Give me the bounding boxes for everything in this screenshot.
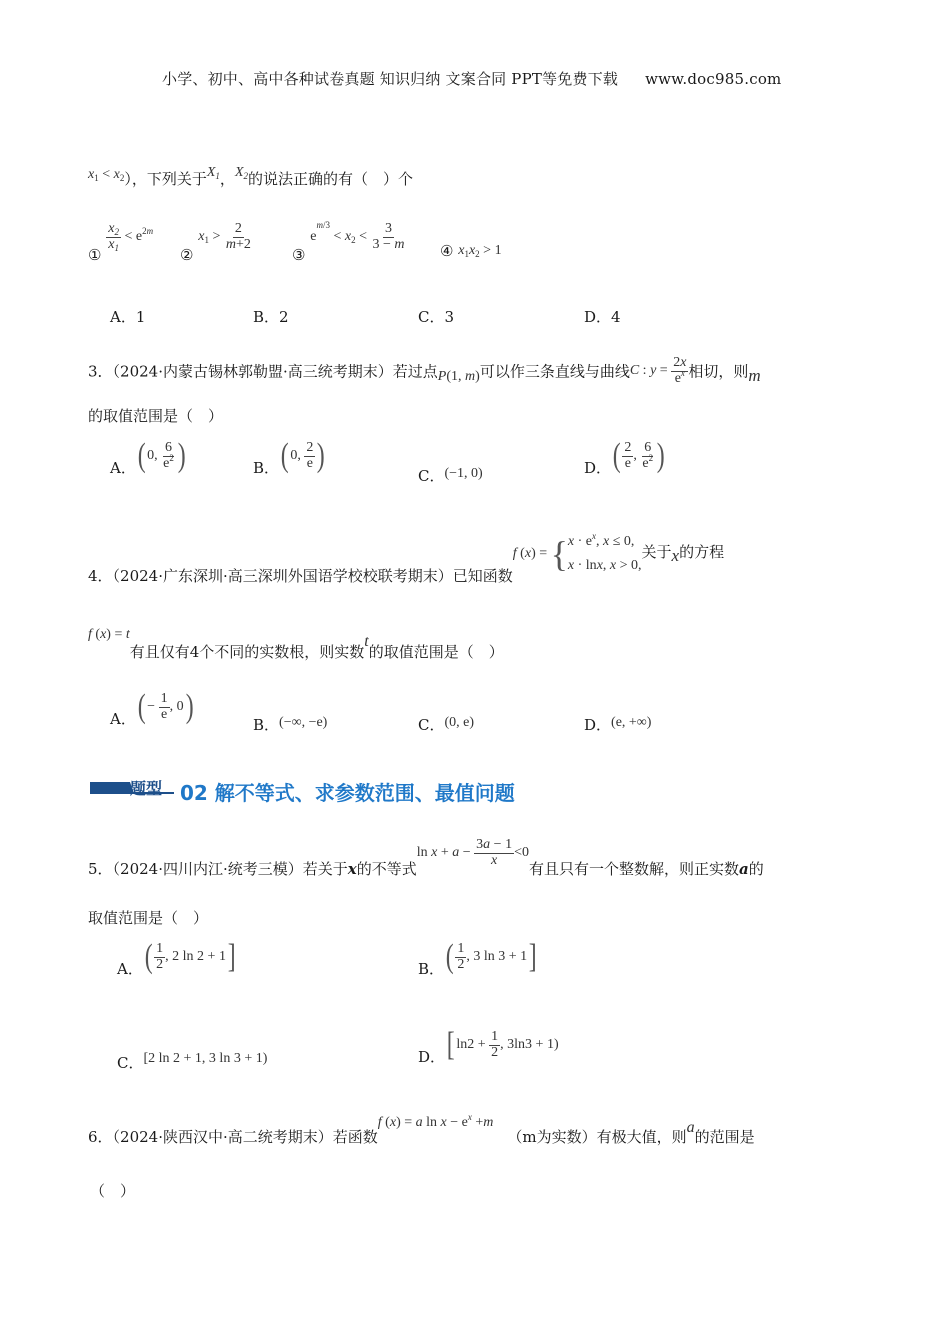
q6-stem: 6．（2024·陕西汉中·高二统考期末）若函数f (x) = a $\ln x - e^x +m(m$为实数）有极大值，则a的范围是 — [88, 1112, 755, 1146]
formula-x2: $X_2$ — [234, 165, 248, 181]
q5-stem: 5．（2024·四川内江·统考三模）若关于x的不等式ln x + a − $\frac{3a - 1}{x}$ <0有且只有一个整数解，则正实数a的 — [88, 837, 764, 879]
formula-a: a — [686, 1119, 695, 1136]
q2-item-3: ③ $e^{m/3} < x_2$ < $\frac{3}{3 - m}$ — [292, 220, 405, 265]
section-badge: 题型 — [130, 779, 163, 798]
q5-option-c[interactable]: C．[2 ln 2 + 1, 3 ln 3 + 1) — [117, 1051, 268, 1072]
formula-q3a: ( 0, $\frac{6}{e^2}$ ) — [137, 437, 186, 474]
q3-option-a[interactable]: A．( 0, $\frac{6}{e^2}$ ) — [110, 437, 186, 478]
formula-item2: $x_1$ > $\frac{2}{m+2}$ — [198, 221, 251, 252]
formula-q5d: [ ln2 + $\frac{1}{2}$ , 3ln3 + 1) — [446, 1026, 559, 1063]
header-text: 小学、初中、高中各种试卷真题 知识归纳 文案合同 PPT等免费下载 — [162, 70, 619, 88]
formula-q5c: [2 ln 2 + 1, 3 ln 3 + 1) — [143, 1051, 268, 1066]
formula-q5-inequality: ln x + a − $\frac{3a - 1}{x}$ <0 — [416, 837, 529, 868]
q2-item-4: ④ $x_1x_2 > 1$ — [440, 242, 502, 260]
q3-stem-2: 的取值范围是（ ） — [88, 407, 224, 425]
q4-option-b[interactable]: B．(−∞, −e) — [253, 715, 328, 734]
q3-stem: 3．（2024·内蒙古锡林郭勒盟·高三统考期末）若过点P(1, m)可以作三条直线与曲线C : y = $\frac{2x}{e^x}$ 相切，则m — [88, 355, 761, 386]
q3-option-b[interactable]: B．( 0, $\frac{2}{e}$ ) — [253, 437, 325, 478]
section-title: 02 解不等式、求参数范围、最值问题 — [180, 781, 515, 805]
header-url: www.doc985.com — [645, 70, 782, 88]
q4-stem: 4．（2024·广东深圳·高三深圳外国语学校校联考期末）已知函数 f ( x ) = { $x \cdot e^x$, x ≤ 0, x · lnx, x > 0, 关于x的方程 — [88, 531, 725, 585]
formula-x1-lt-x2: $x_1 < x_2$ — [88, 167, 125, 183]
formula-q3c: (−1, 0) — [444, 466, 483, 481]
formula-q5b: ( $\frac{1}{2}$ , 3 ln 3 + 1] — [445, 938, 537, 975]
q4-option-c[interactable]: C．(0, e) — [418, 715, 475, 734]
formula-q3d: ( $\frac{2}{e}$ , $\frac{6}{e^2}$ ) — [612, 437, 665, 474]
formula-t: t — [364, 633, 369, 650]
formula-item1: $\frac{x_2}{x_1}$ < $e^{2m}$ — [108, 221, 154, 253]
formula-fx-eq-t: f (x) = t — [88, 627, 130, 642]
q2-option-b[interactable]: B．2 — [253, 308, 289, 326]
q3-option-c[interactable]: C．(−1, 0) — [418, 466, 483, 485]
q2-stem: $x_1 < x_2$），下列关于$X_1$，$X_2$的说法正确的有（ ）个 — [88, 165, 414, 188]
q2-option-d[interactable]: D．4 — [584, 308, 621, 326]
q2-item-2: ② $x_1$ > $\frac{2}{m+2}$ — [180, 221, 251, 265]
formula-item4: $x_1x_2 > 1$ — [458, 243, 502, 259]
formula-piecewise-f: f ( x ) = { $x \cdot e^x$, x ≤ 0, x · lnx, x > 0, — [512, 531, 642, 574]
q6-stem-2: （ ） — [90, 1182, 136, 1200]
formula-q4b: (−∞, −e) — [279, 715, 328, 730]
q5-x: x — [347, 860, 357, 879]
formula-q6-fx: f (x) = a $\ln x - e^x +m$ — [377, 1112, 494, 1130]
formula-item3: $e^{m/3} < x_2$ < $\frac{3}{3 - m}$ — [310, 220, 405, 252]
formula-q4c: (0, e) — [444, 715, 475, 730]
q2-item-1: ① $\frac{x_2}{x_1}$ < $e^{2m}$ — [88, 221, 154, 265]
q5-option-d[interactable]: D．[ ln2 + $\frac{1}{2}$ , 3ln3 + 1) — [418, 1026, 559, 1067]
q4-option-d[interactable]: D．(e, +∞) — [584, 715, 652, 734]
q3-option-d[interactable]: D．( $\frac{2}{e}$ , $\frac{6}{e^2}$ ) — [584, 437, 665, 478]
q5-option-b[interactable]: B．( $\frac{1}{2}$ , 3 ln 3 + 1] — [418, 938, 537, 979]
q4-option-a[interactable]: A．( − $\frac{1}{e}$ , 0) — [110, 688, 194, 729]
formula-q3b: ( 0, $\frac{2}{e}$ ) — [280, 437, 325, 474]
q5-stem-2: 取值范围是（ ） — [88, 909, 209, 927]
q2-option-c[interactable]: C．3 — [418, 308, 455, 326]
q4-stem-2: f (x) = t有且仅有4个不同的实数根，则实数t的取值范围是（ ） — [88, 627, 504, 661]
formula-x1: $X_1$ — [206, 165, 220, 181]
formula-point-p: P(1, m) — [437, 369, 480, 385]
q5-a: a — [739, 860, 749, 879]
formula-q5a: ( $\frac{1}{2}$ , 2 ln 2 + 1] — [144, 938, 236, 975]
formula-q4a: ( − $\frac{1}{e}$ , 0) — [137, 688, 194, 725]
q5-option-a[interactable]: A．( $\frac{1}{2}$ , 2 ln 2 + 1] — [117, 938, 236, 979]
page-header — [162, 68, 781, 89]
formula-curve-c: C : y = $\frac{2x}{e^x}$ — [629, 355, 687, 386]
formula-m: m — [748, 366, 761, 386]
q2-option-a[interactable]: A．1 — [110, 308, 146, 326]
formula-q4d: (e, +∞) — [611, 715, 652, 730]
formula-x: x — [671, 545, 680, 565]
